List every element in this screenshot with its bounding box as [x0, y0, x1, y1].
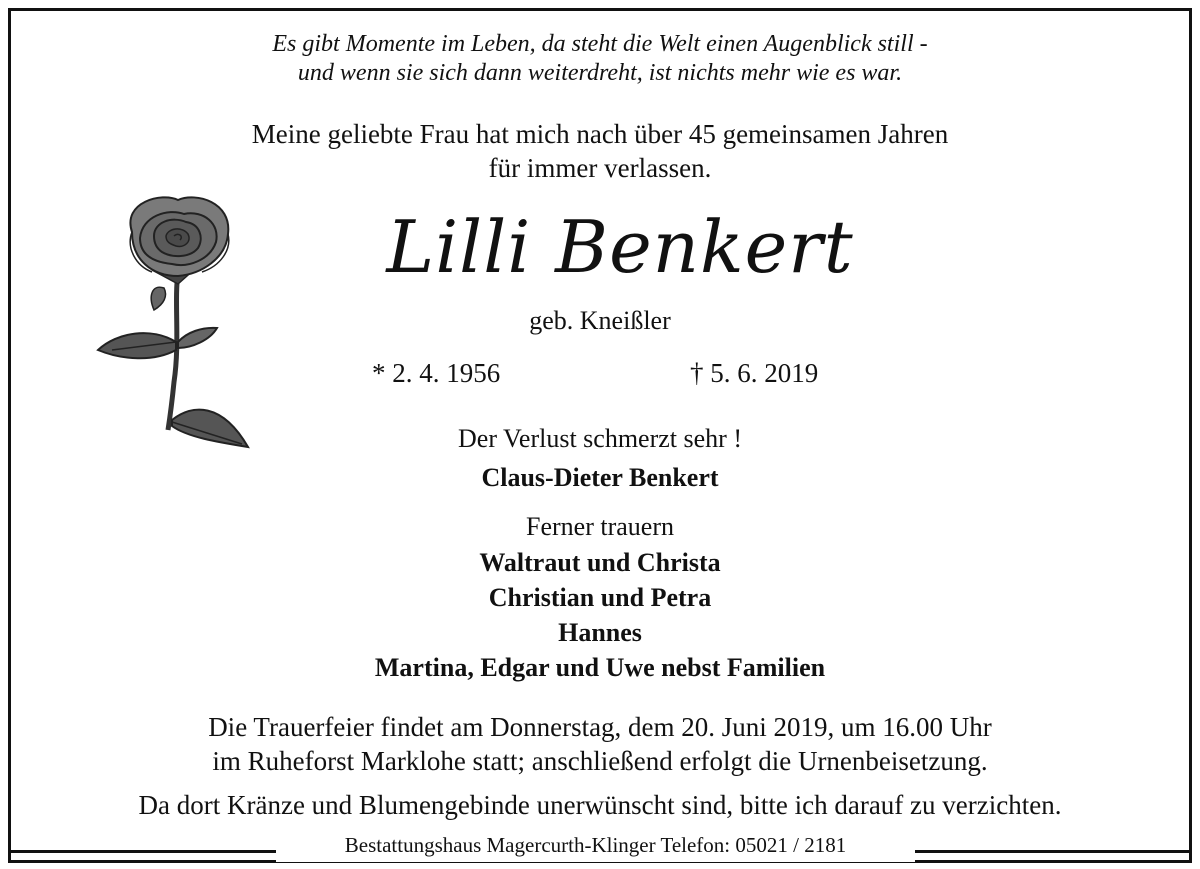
quote-line-1: Es gibt Momente im Leben, da steht die Welt einen Augenblick still -	[272, 31, 928, 57]
footer-rule-right	[915, 850, 1192, 853]
mourner-1: Waltraut und Christa	[479, 548, 721, 577]
spouse-name: Claus-Dieter Benkert	[481, 463, 719, 492]
mourner-3: Hannes	[558, 618, 642, 647]
deceased-name: Lilli Benkert	[386, 205, 854, 289]
undertaker-footer: Bestattungshaus Magercurth-Klinger Telefon: 05021 / 2181	[344, 833, 847, 857]
mourner-2: Christian und Petra	[488, 583, 712, 612]
intro-line-2: für immer verlassen.	[488, 153, 712, 183]
quote-line-2: und wenn sie sich dann weiterdreht, ist nichts mehr wie es war.	[297, 60, 903, 86]
death-date: † 5. 6. 2019	[690, 358, 819, 388]
loss-text: Der Verlust schmerzt sehr !	[458, 424, 742, 453]
also-mourning-label: Ferner trauern	[526, 512, 674, 541]
flowers-note: Da dort Kränze und Blumengebinde unerwünscht sind, bitte ich darauf zu verzichten.	[138, 790, 1062, 820]
birth-date: * 2. 4. 1956	[372, 358, 501, 388]
ceremony-line-1: Die Trauerfeier findet am Donnerstag, dem 20. Juni 2019, um 16.00 Uhr	[208, 712, 992, 742]
intro-line-1: Meine geliebte Frau hat mich nach über 45 gemeinsamen Jahren	[251, 119, 949, 149]
mourner-4: Martina, Edgar und Uwe nebst Familien	[374, 653, 826, 682]
ceremony-line-2: im Ruheforst Marklohe statt; anschließend erfolgt die Urnenbeisetzung.	[212, 746, 988, 776]
maiden-name: geb. Kneißler	[529, 306, 671, 335]
footer-rule-left	[8, 850, 276, 853]
